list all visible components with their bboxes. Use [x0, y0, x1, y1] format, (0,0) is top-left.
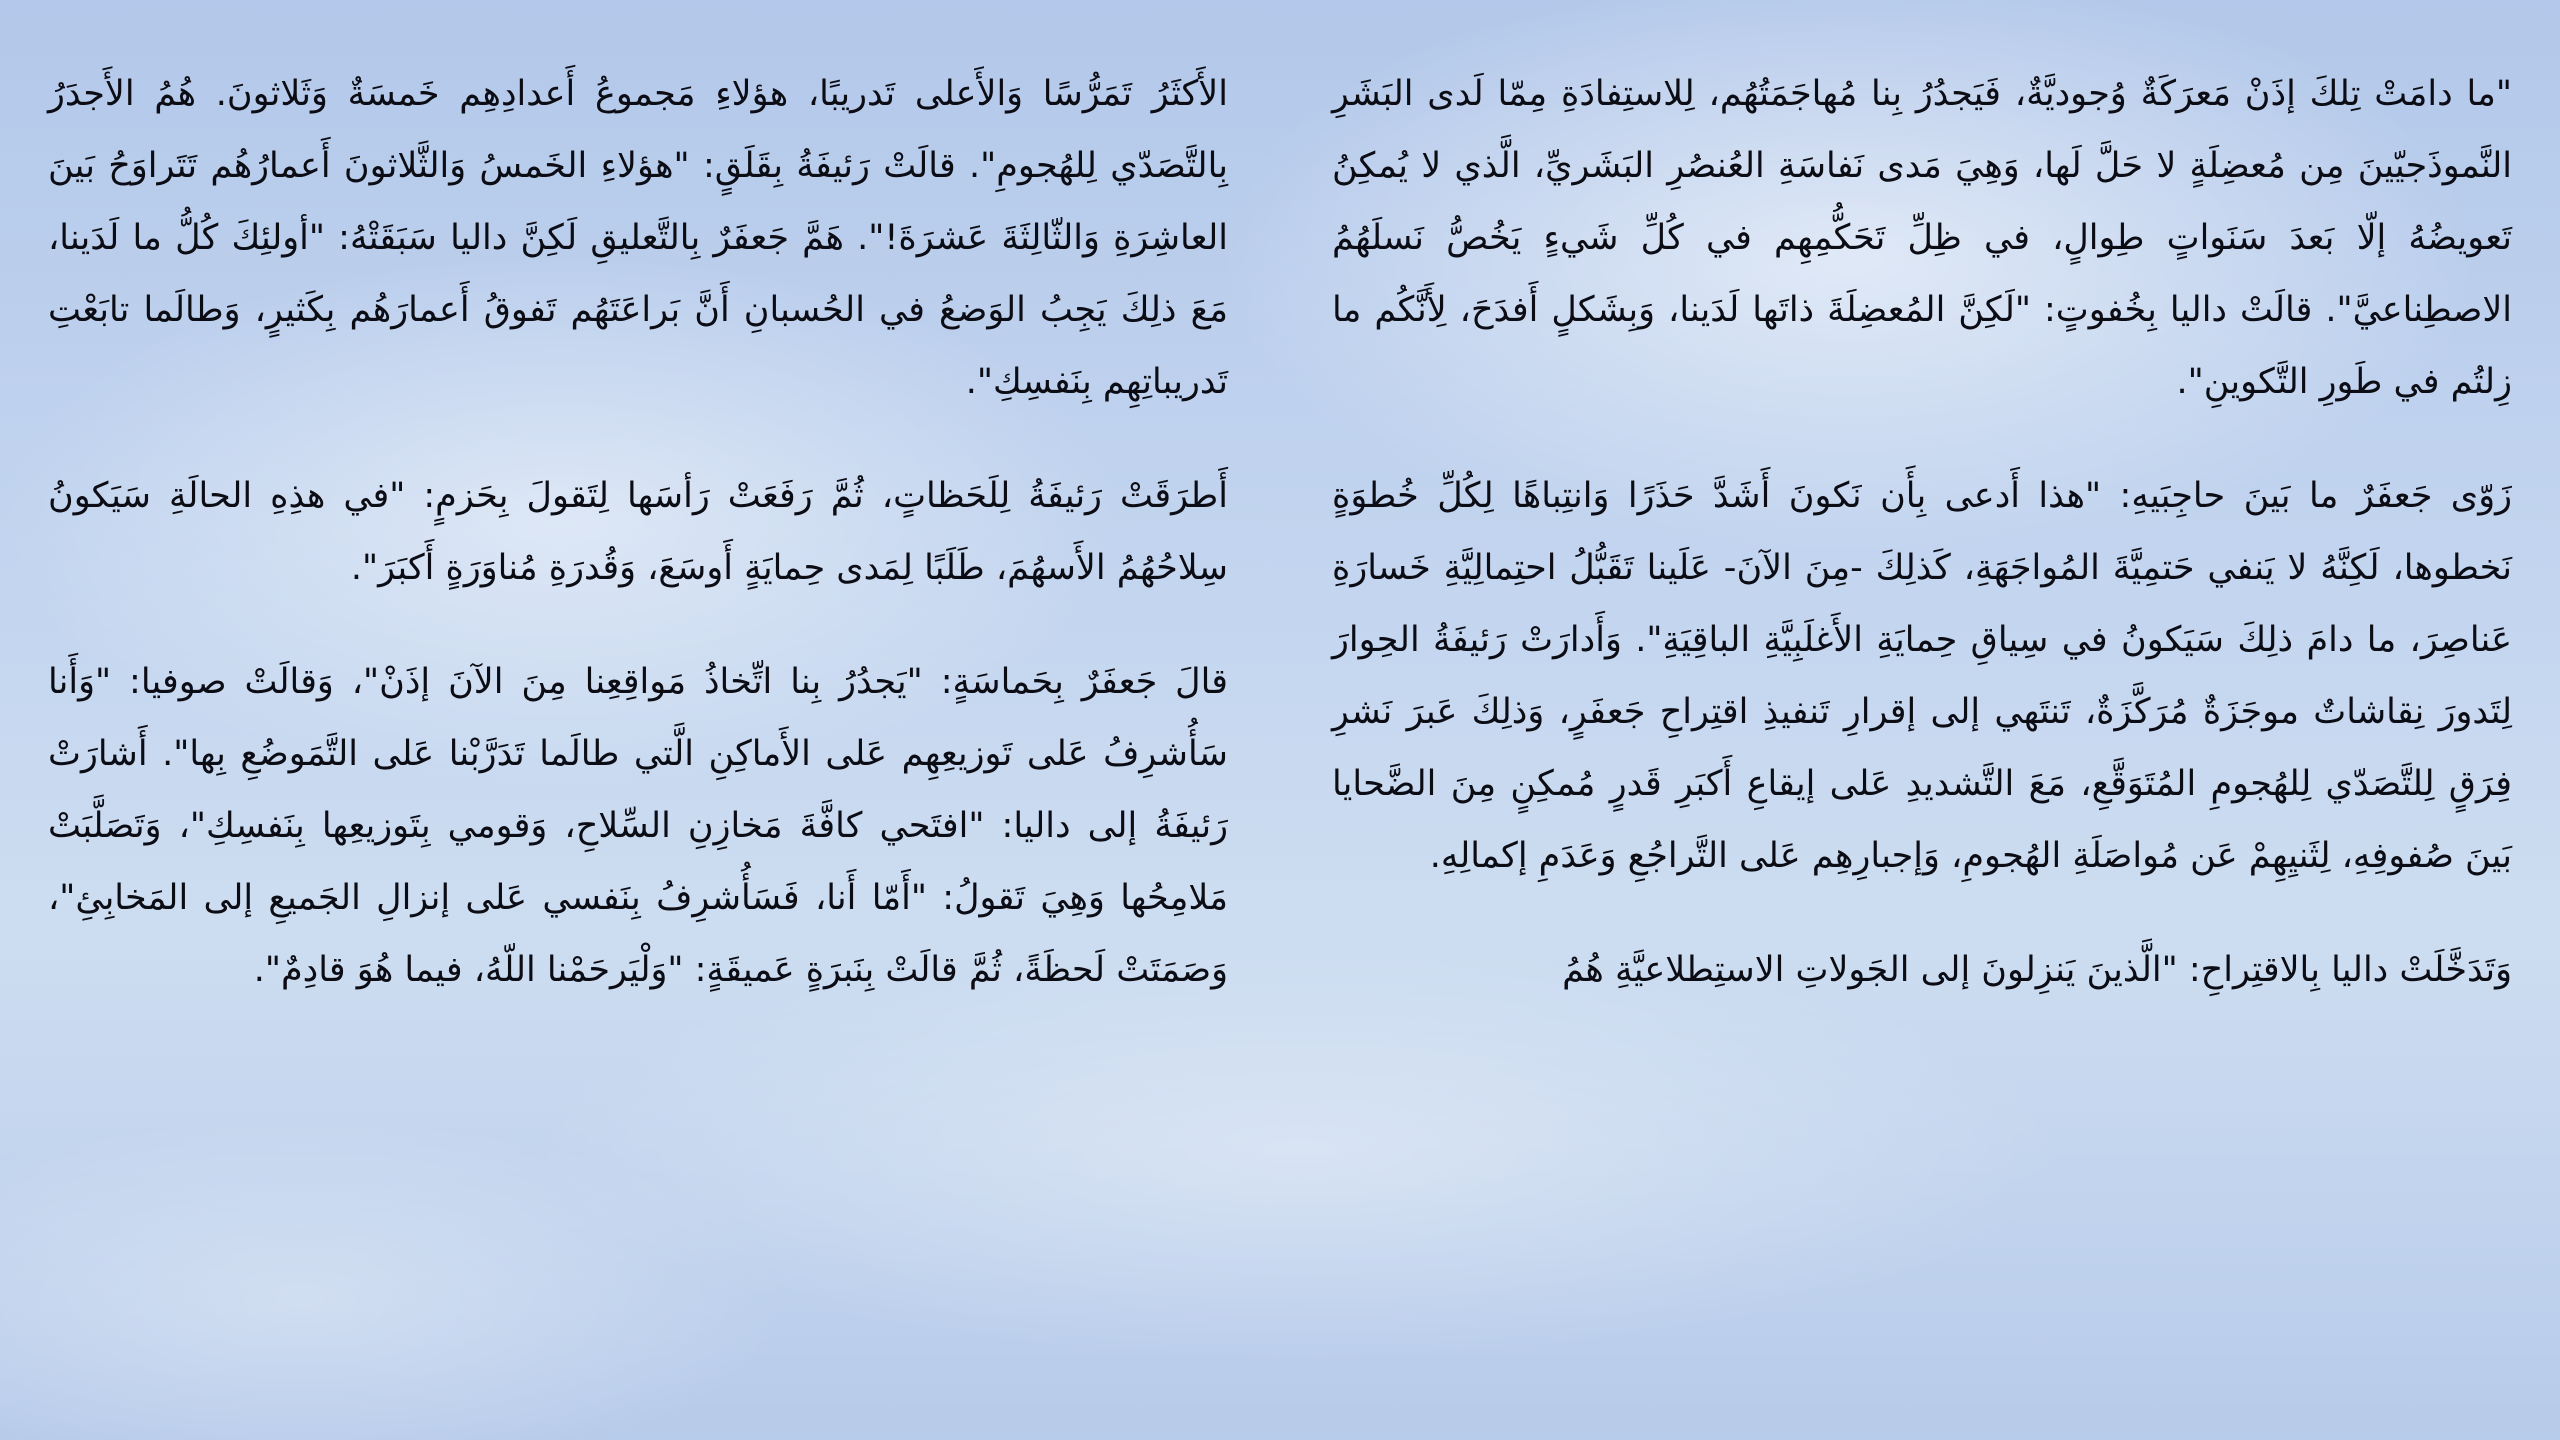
paragraph: قالَ جَعفَرٌ بِحَماسَةٍ: "يَجدُرُ بِنا اتِّخاذُ مَواقِعِنا مِنَ الآنَ إذَنْ"، وَقالَتْ صوفيا: "وَأَنا سَأُشرِفُ عَلى تَوزيعِهِم عَلى الأَماكِنِ الَّتي طالَما تَدَرَّبْنا عَلى التَّمَوضُعِ بِها". أَشارَتْ رَئيفَةُ إلى داليا: "افتَحي كافَّةَ مَخازِنِ السِّلاحِ، وَقومي بِتَوزيعِها بِنَفسِكِ"، وَتَصَلَّبَتْ مَلامِحُها وَهِيَ تَقولُ: "أَمّا أَنا، فَسَأُشرِفُ بِنَفسي عَلى إنزالِ الجَميعِ إلى المَخابِئِ"، وَصَمَتَتْ لَحظَةً، ثُمَّ قالَتْ بِنَبرَةٍ عَميقَةٍ: "وَلْيَرحَمْنا اللّهُ، فيما هُوَ قادِمٌ".: [48, 662, 1228, 990]
paragraph: زَوّى جَعفَرٌ ما بَينَ حاجِبَيهِ: "هذا أَدعى بِأَن نَكونَ أَشَدَّ حَذَرًا وَانتِباهًا لِكُلِّ خُطوَةٍ نَخطوها، لَكِنَّهُ لا يَنفي حَتمِيَّةَ المُواجَهَةِ، كَذلِكَ -مِنَ الآنَ- عَلَينا تَقَبُّلُ احتِمالِيَّةِ خَسارَةِ عَناصِرَ، ما دامَ ذلِكَ سَيَكونُ في سِياقِ حِمايَةِ الأَغلَبِيَّةِ الباقِيَةِ". وَأَدارَتْ رَئيفَةُ الحِوارَ لِتَدورَ نِقاشاتٌ موجَزَةٌ مُرَكَّزَةٌ، تَنتَهي إلى إقرارِ تَنفيذِ اقتِراحِ جَعفَرٍ، وَذلِكَ عَبرَ نَشرِ فِرَقٍ لِلتَّصَدّي لِلهُجومِ المُتَوَقَّعِ، مَعَ التَّشديدِ عَلى إيقاعِ أَكبَرِ قَدرٍ مُمكِنٍ مِنَ الضَّحايا بَينَ صُفوفِهِ، لِثَنيِهِمْ عَن مُواصَلَةِ الهُجومِ، وَإجبارِهِم عَلى التَّراجُعِ وَعَدَمِ إكمالِهِ.: [1332, 476, 2512, 876]
paragraph: وَتَدَخَّلَتْ داليا بِالاقتِراحِ: "الَّذينَ يَنزِلونَ إلى الجَولاتِ الاستِطلاعيَّةِ هُمُ: [1562, 950, 2512, 990]
right-text-column: [1332, 58, 2512, 1048]
paragraph: الأَكثَرُ تَمَرُّسًا وَالأَعلى تَدريبًا، هؤلاءِ مَجموعُ أَعدادِهِم خَمسَةٌ وَثَلاثونَ. هُمُ الأَجدَرُ بِالتَّصَدّي لِلهُجومِ". قالَتْ رَئيفَةُ بِقَلَقٍ: "هؤلاءِ الخَمسُ وَالثَّلاثونَ أَعمارُهُم تَتَراوَحُ بَينَ العاشِرَةِ وَالثّالِثَةَ عَشرَةَ!". هَمَّ جَعفَرٌ بِالتَّعليقِ لَكِنَّ داليا سَبَقَتْهُ: "أولئِكَ كُلُّ ما لَدَينا، مَعَ ذلِكَ يَجِبُ الوَضعُ في الحُسبانِ أَنَّ بَراعَتَهُم تَفوقُ أَعمارَهُم بِكَثيرٍ، وَطالَما تابَعْتِ تَدريباتِهِم بِنَفسِكِ".: [48, 74, 1228, 402]
paragraph: أَطرَقَتْ رَئيفَةُ لِلَحَظاتٍ، ثُمَّ رَفَعَتْ رَأسَها لِتَقولَ بِحَزمٍ: "في هذِهِ الحالَةِ سَيَكونُ سِلاحُهُمُ الأَسهُمَ، طَلَبًا لِمَدى حِمايَةٍ أَوسَعَ، وَقُدرَةِ مُناوَرَةٍ أَكبَرَ".: [48, 476, 1228, 588]
paragraph: "ما دامَتْ تِلكَ إذَنْ مَعرَكَةٌ وُجوديَّةٌ، فَيَجدُرُ بِنا مُهاجَمَتُهُم، لِلاستِفادَةِ مِمّا لَدى البَشَرِ النَّموذَجيّينَ مِن مُعضِلَةٍ لا حَلَّ لَها، وَهِيَ مَدى نَفاسَةِ العُنصُرِ البَشَريِّ، الَّذي لا يُمكِنُ تَعويضُهُ إلّا بَعدَ سَنَواتٍ طِوالٍ، في ظِلِّ تَحَكُّمِهِم في كُلِّ شَيءٍ يَخُصُّ نَسلَهُمُ الاصطِناعيَّ". قالَتْ داليا بِخُفوتٍ: "لَكِنَّ المُعضِلَةَ ذاتَها لَدَينا، وَبِشَكلٍ أَفدَحَ، لِأَنَّكُم ما زِلتُم في طَورِ التَّكوينِ".: [1332, 74, 2512, 402]
left-text-column: [48, 58, 1228, 1048]
